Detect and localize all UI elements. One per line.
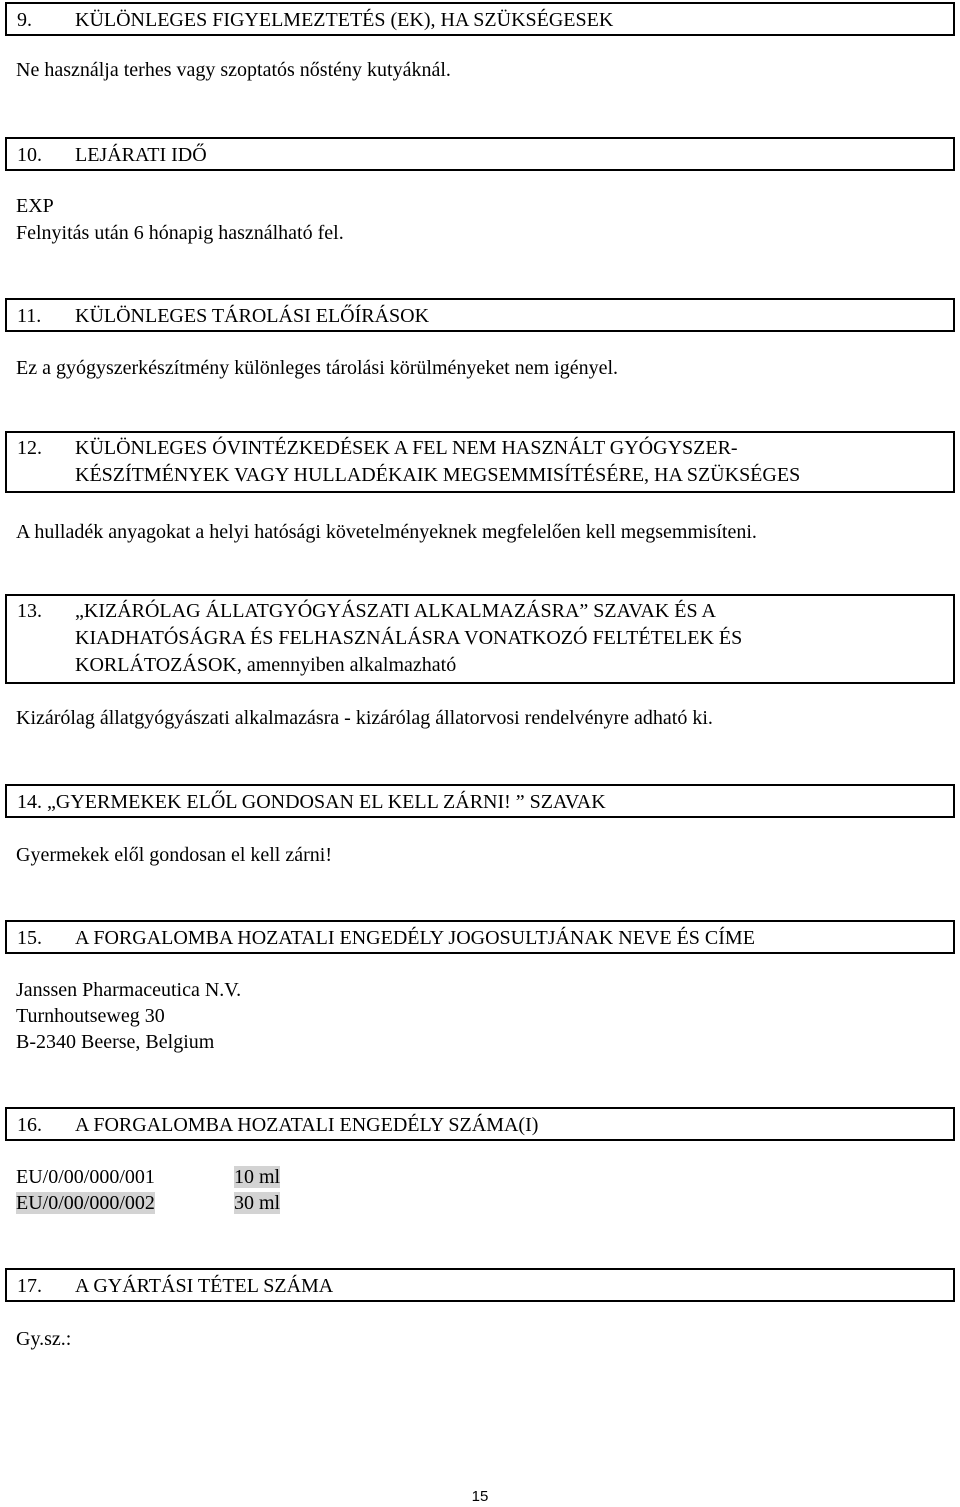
section-title: „KIZÁRÓLAG ÁLLATGYÓGYÁSZATI ALKALMAZÁSRA” SZAVAK ÉS A KIADHATÓSÁGRA ÉS FELHASZNÁLÁSRA VONATKOZÓ FELTÉTELEK ÉS KORLÁTOZÁSOK, amennyiben alkalmazható <box>75 600 743 676</box>
section-number: 9. <box>17 9 32 31</box>
section-number: 15. <box>17 927 42 949</box>
section-number: 10. <box>17 144 42 166</box>
section-number: 12. <box>17 437 42 459</box>
shelf-life-text: Felnyitás után 6 hónapig használható fel. <box>16 222 344 244</box>
section-14-text: Gyermekek elől gondosan el kell zárni! <box>16 844 332 866</box>
section-number: 11. <box>17 305 42 327</box>
section-15-header <box>5 920 955 954</box>
authorisation-number: EU/0/00/000/002 <box>16 1192 155 1214</box>
section-number: 17. <box>17 1275 42 1297</box>
section-title: A GYÁRTÁSI TÉTEL SZÁMA <box>75 1275 334 1297</box>
section-title: KÜLÖNLEGES ÓVINTÉZKEDÉSEK A FEL NEM HASZNÁLT GYÓGYSZER- KÉSZÍTMÉNYEK VAGY HULLADÉKAIK MEGSEMMISÍTÉSÉRE, HA SZÜKSÉGES <box>75 437 801 486</box>
holder-name: Janssen Pharmaceutica N.V. <box>16 979 242 1001</box>
holder-street: Turnhoutseweg 30 <box>16 1005 165 1027</box>
section-11-header <box>5 298 955 332</box>
authorisation-number: EU/0/00/000/001 <box>16 1166 155 1188</box>
section-title: KÜLÖNLEGES TÁROLÁSI ELŐÍRÁSOK <box>75 305 430 327</box>
section-16-header <box>5 1107 955 1141</box>
section-title: A FORGALOMBA HOZATALI ENGEDÉLY JOGOSULTJÁNAK NEVE ÉS CÍME <box>75 927 755 949</box>
pack-size: 10 ml <box>234 1166 281 1188</box>
section-9-header <box>5 2 955 36</box>
batch-number-label: Gy.sz.: <box>16 1328 72 1350</box>
holder-city: B-2340 Beerse, Belgium <box>16 1031 215 1053</box>
page-number: 15 <box>471 1488 489 1505</box>
pack-size: 30 ml <box>234 1192 281 1214</box>
section-title: KÜLÖNLEGES FIGYELMEZTETÉS (EK), HA SZÜKSÉGESEK <box>75 9 614 31</box>
section-title: A FORGALOMBA HOZATALI ENGEDÉLY SZÁMA(I) <box>75 1114 539 1136</box>
section-9-text: Ne használja terhes vagy szoptatós nőstény kutyáknál. <box>16 59 451 81</box>
section-13-header <box>5 594 955 684</box>
exp-label: EXP <box>16 195 54 217</box>
section-13-text: Kizárólag állatgyógyászati alkalmazásra - kizárólag állatorvosi rendelvényre adható ki. <box>16 707 713 729</box>
section-17-header <box>5 1268 955 1302</box>
section-number: 16. <box>17 1114 42 1136</box>
section-12-text: A hulladék anyagokat a helyi hatósági követelményeknek megfelelően kell megsemmisíteni. <box>16 521 757 543</box>
section-14-header <box>5 784 955 818</box>
section-title: 14. „GYERMEKEK ELŐL GONDOSAN EL KELL ZÁRNI! ” SZAVAK <box>17 791 606 813</box>
authorisation-numbers-table <box>16 1164 280 1216</box>
section-12-header <box>5 431 955 493</box>
section-10-header <box>5 137 955 171</box>
table-row <box>16 1190 280 1216</box>
section-11-text: Ez a gyógyszerkészítmény különleges tárolási körülményeket nem igényel. <box>16 357 619 379</box>
section-title: LEJÁRATI IDŐ <box>75 144 207 166</box>
table-row <box>16 1164 280 1190</box>
section-number: 13. <box>17 600 42 622</box>
